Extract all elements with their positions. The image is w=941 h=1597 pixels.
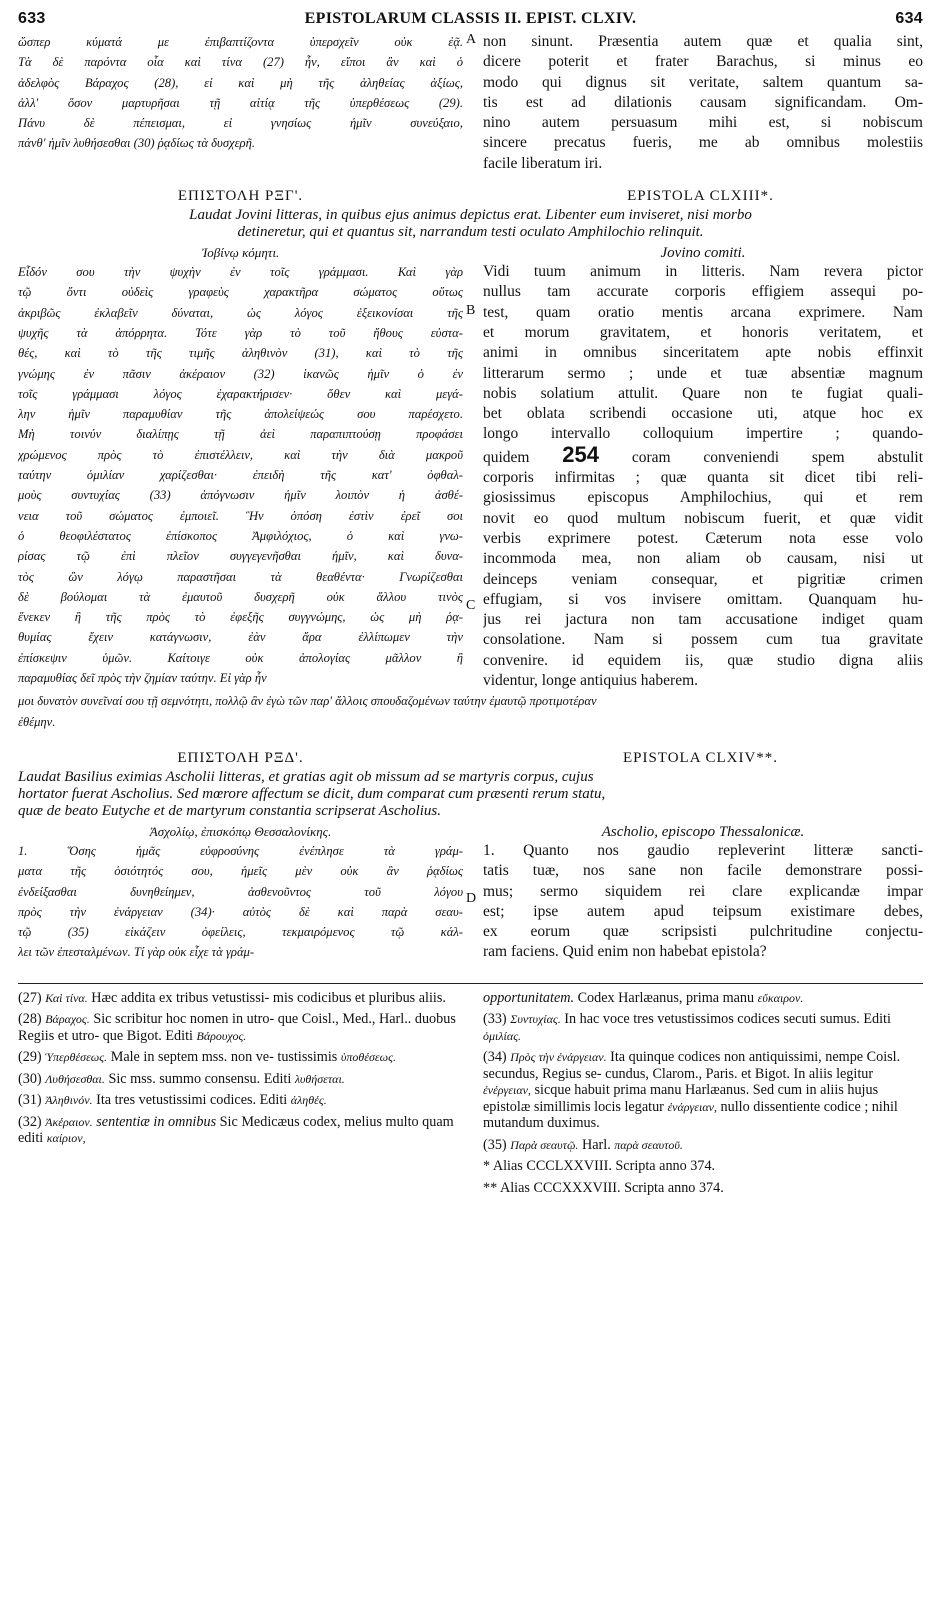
running-title: EPISTOLARUM CLASSIS II. EPIST. CLXIV. — [304, 10, 637, 27]
footnote-txt3: nullo dissentiente codice ; nihil mutandum duximus. — [483, 1098, 898, 1132]
text-line: jus rei jactura non tam accusatione indiget quam — [483, 611, 923, 629]
text-fragment: quidem — [483, 448, 530, 466]
footnote — [18, 1071, 458, 1088]
latin-address: Ascholio, episcopo Thessalonicæ. — [601, 823, 805, 840]
footnote — [18, 990, 458, 1007]
text-line: test, quam oratio mentis arcana exprimere. Nam — [483, 303, 923, 321]
footnote-txt: Sic Medicæus codex, melius multo quam editi — [18, 1113, 454, 1147]
footnote-num: (35) — [483, 1136, 507, 1153]
footnote-num: ** — [483, 1179, 498, 1196]
footnote-gr2: ἀληθές. — [290, 1093, 327, 1108]
text-line: θές, καὶ τὸ τῆς τιμῆς ἀληθινὸν (31), καὶ τὸ τῆς — [18, 346, 463, 361]
summary-line: hortator fuerat Ascholius. Sed mœrore affectum se dicit, dum comparat cum præsenti rerum statu, — [18, 785, 606, 802]
footnote-txt2: sicque habuit prima manu Harlæanus. Sed cum in aliis hujus epistolæ simillimis locis legatur — [483, 1082, 879, 1115]
text-line: τῷ (35) εἰκάζειν ὀφείλεις, τεκμαιρόμενος τῷ κάλ- — [18, 925, 463, 940]
footnote-gr: Καὶ τίνα. — [45, 990, 88, 1005]
text-line: dicere poterit et frater Barachus, si minus eo — [483, 53, 923, 71]
footnote-txt: Sic scribitur hoc nomen in utro- que Coisl., Med., Harl.. duobus Regiis et utro- que Bigot. Editi — [18, 1011, 456, 1044]
text-line: ἀλλ' ὅσον μαρτυρῆσαι τῇ αἰτίᾳ τῆς ὑπερθέσεως (29). — [18, 95, 463, 110]
greek-column — [18, 262, 463, 691]
footnote-txt: Harl. — [581, 1136, 611, 1153]
text-line: 1. Ὅσης ἡμᾶς εὐφροσύνης ἐνέπλησε τὰ γράμ- — [18, 843, 463, 858]
text-line: mus; sermo siquidem rei clare explicandæ impar — [483, 882, 923, 900]
epistle-164-body — [18, 841, 923, 963]
text-line: ὥσπερ κύματά με ἐπιβαπτίζοντα ὑπερσχεῖν οὐκ ἐᾷ. — [18, 35, 463, 49]
footnote — [483, 1137, 923, 1154]
greek-full-width-line: μοι δυνατὸν συνεῖναί σου τῇ σεμνότητι, πολλῷ ἂν ἐγὼ τῶν παρ' ἄλλοις σπουδαζομένων ταύτην ἐμαυτῷ προτιμοτέραν — [18, 694, 597, 709]
footnote-txt: Sic mss. summo consensu. Editi — [108, 1070, 292, 1087]
latin-column — [483, 262, 923, 691]
epistle-163-greek-title: ΕΠΙΣΤΟΛΗ ΡΞΓ'. — [177, 188, 304, 205]
text-line: tis est ad dilationis causam significandam. Om- — [483, 93, 923, 111]
footnote-num: (27) — [18, 989, 42, 1006]
footnote-txt: Male in septem mss. non ve- tustissimis — [110, 1049, 338, 1066]
text-line: non sinunt. Præsentia autem quæ et qualia sint, — [483, 33, 923, 50]
footnotes-right-column — [483, 990, 923, 1202]
footnote-gr2: ὁμιλίας. — [483, 1028, 522, 1043]
text-line: Μὴ τοινύν διαλίπῃς τῇ ἀεὶ παραπιπτούσῃ προφάσει — [18, 427, 463, 442]
text-line: litterarum sermo ; unde et tuæ absentiæ magnum — [483, 364, 923, 382]
footnote — [483, 990, 923, 1007]
epistle-163-summary — [18, 207, 923, 241]
greek-column — [18, 32, 463, 174]
text-line: τὸς ὢν λόγῳ παραστῆσαι τὰ θεαθέντα· Γνωρίζεσθαι — [18, 569, 463, 584]
summary-line: detineretur, qui et quantus sit, narrandum testi oculato Amphilochio relinquit. — [237, 224, 704, 241]
text-line: ἀκριβῶς ἐκλαβεῖν δύναται, ὡς λόγος ἐξεικονίσαι τῆς — [18, 305, 463, 320]
summary-line: Laudat Basilius eximias Ascholii litteras, et gratias agit ob missum ad se martyris corpus, cujus — [18, 768, 594, 785]
text-line: effugiam, si vos invisere omittam. Quanquam hu- — [483, 590, 923, 608]
footnote-gr2: εὔκαιρον. — [757, 990, 804, 1005]
text-line: γνώμης ἐν πᾶσιν ἀκέραιον (32) ἱκανῶς ἡμῖν ὁ ἐν — [18, 366, 463, 381]
footnote-txt: Ita quinque codices non antiquissimi, nempe Coisl. secundus, Regius se- cundus, Clarom., Paris. et Bigot. In aliis legitur — [483, 1049, 901, 1082]
text-line: consolatione. Nam si possem cum tua gravitate — [483, 631, 923, 649]
footnote-gr2: ὑποθέσεως. — [340, 1050, 396, 1065]
text-line: giosissimus episcopus Amphilochius, qui et rem — [483, 489, 923, 507]
footnote-gr2: παρὰ σεαυτοῦ. — [614, 1137, 683, 1152]
footnote-gr: Συντυχίας. — [510, 1012, 561, 1027]
footnote — [18, 1092, 458, 1109]
footnote-gr2: καίριον, — [46, 1131, 86, 1146]
summary-line: Laudat Jovini litteras, in quibus ejus animus depictus erat. Libenter eum inviseret, nisi morbo — [189, 207, 752, 224]
text-line: nobis solatium attulit. Quare non te fugiat quali- — [483, 384, 923, 402]
footnote-txt: In hac voce tres vetustissimos codices secuti sumus. Editi — [564, 1011, 891, 1028]
text-line: bet oblata scribendi occasione uti, atque hoc ex — [483, 405, 923, 423]
text-line: ματα τῆς ὁσιότητός σου, ἡμεῖς μὲν οὐκ ἂν ῥᾳδίως — [18, 864, 463, 879]
footnote-gr: Ἀκέραιον. — [45, 1114, 93, 1129]
text-line: θυμίας ἔχειν κατάγνωσιν, ἐὰν ἄρα ἐλλίπωμεν τὴν — [18, 630, 463, 645]
text-line: λην ἡμῖν παραμυθίαν τῆς ἀπολείψεώς σου παρέσχετο. — [18, 407, 463, 422]
text-line: μοὺς συντυχίας (33) ἀπόγνωσιν ἡμῖν λοιπὸν ἡ ἀσθέ- — [18, 488, 463, 503]
top-continuation — [18, 32, 923, 174]
text-line: nino autem persuasum mihi est, si nobiscum — [483, 114, 923, 132]
margin-marker-c: C — [466, 598, 476, 614]
footnote-it: opportunitatem. — [483, 989, 575, 1006]
epistle-163-titles — [18, 188, 923, 205]
footnote — [18, 1011, 458, 1044]
text-line: deinceps veniam consequar, et pigritiæ crimen — [483, 570, 923, 588]
footnote-gr: Παρὰ σεαυτῷ. — [510, 1137, 579, 1152]
footnote — [483, 1158, 923, 1175]
footnotes — [18, 990, 923, 1202]
footnote-num: (28) — [18, 1011, 42, 1028]
greek-column — [18, 841, 463, 963]
footnote-rule — [18, 983, 923, 984]
footnote-gr2: Βάρουχος. — [196, 1028, 247, 1043]
text-line: convenire. id equidem iis, quæ studio digna aliis — [483, 651, 923, 669]
footnote-txt: Ita tres vetustissimi codices. Editi — [96, 1092, 288, 1109]
footnote-gr: Λυθήσεσθαι. — [45, 1071, 105, 1086]
text-line: ἕνεκεν ἢ τῆς πρὸς τὸ ἐφεξῆς συγγνώμης, ὡς μὴ ῥᾳ- — [18, 610, 463, 625]
epistle-164-titles — [18, 750, 923, 767]
footnote-num: (32) — [18, 1113, 42, 1130]
footnote-gr3: ἐνάργειαν, — [667, 1099, 717, 1114]
text-line: Τὰ δὲ παρόντα οἷα καὶ τίνα (27) ἦν, εἴποι ἂν καὶ ὁ — [18, 55, 463, 70]
text-line: incommoda mea, non aliam ob causam, nisi ut — [483, 550, 923, 568]
text-line: verbis exprimere potest. Cæterum nota esse volo — [483, 529, 923, 547]
text-line: et morum gravitatem, et honoris veritatem, et — [483, 323, 923, 341]
footnote-gr2: ἐνέργειαν, — [483, 1083, 531, 1098]
epistle-164-latin-title: EPISTOLA CLXIV**. — [622, 749, 779, 766]
footnote-gr: Ἀληθινόν. — [45, 1093, 93, 1108]
latin-column — [483, 841, 923, 963]
text-line: modo qui dignus sit veritate, saltem quantum sa- — [483, 73, 923, 91]
footnote-num: (29) — [18, 1049, 42, 1066]
running-header — [18, 10, 923, 28]
footnote — [18, 1049, 458, 1066]
text-line: ἀδελφὸς Βάραχος (28), εἰ καὶ μὴ τῆς ἀληθείας ἀξίως, — [18, 75, 463, 90]
epistle-163-address — [18, 245, 923, 262]
footnote-gr: Πρὸς τὴν ἐνάργειαν. — [510, 1050, 607, 1065]
text-line: ρίσας τῷ ἐπὶ πλεῖον συγγεγενῆσθαι ἡμῖν, καὶ δυνα- — [18, 549, 463, 564]
margin-marker-d: D — [466, 890, 477, 906]
text-line: Vidi tuum animum in litteris. Nam revera pictor — [483, 263, 923, 281]
footnote — [483, 1049, 923, 1132]
summary-line: quæ de beato Eutyche et de martyrum constantia scripserat Ascholius. — [18, 802, 441, 819]
page-number-right: 634 — [895, 10, 923, 27]
text-line: δὲ βούλομαι τὰ ἐμαυτοῦ δυσχερῆ οὐκ ἄλλου τινὸς — [18, 589, 463, 604]
text-line: ἐπίσκεψιν ὑμῶν. Καίτοιγε οὐκ ἀπολογίας μᾶλλον ἢ — [18, 650, 463, 665]
footnote — [483, 1011, 923, 1044]
text-line: ταύτην ὁμιλίαν χαρίζεσθαι· ἐπειδὴ τῆς κατ' ὀφθαλ- — [18, 468, 463, 483]
footnote-num: (34) — [483, 1049, 507, 1066]
text-line: τοῖς γράμμασι λόγος ἐχαρακτήρισεν· ὅθεν καὶ μεγά- — [18, 386, 463, 401]
footnote-txt: Codex Harlæanus, prima manu — [577, 989, 755, 1006]
text-line: videntur, longe antiquius haberem. — [483, 672, 699, 690]
text-line: longo intervallo colloquium impertire ; quando- — [483, 425, 923, 443]
text-line: 1. Quanto nos gaudio repleverint litteræ sancti- — [483, 841, 923, 859]
footnote-num: (31) — [18, 1092, 42, 1109]
epistle-164-address — [18, 824, 923, 841]
epistle-164-greek-title: ΕΠΙΣΤΟΛΗ ΡΞΔ'. — [177, 749, 304, 766]
text-line: ram faciens. Quid enim non habebat epistola? — [483, 943, 767, 961]
page-number-left: 633 — [18, 10, 46, 27]
footnotes-left-column — [18, 990, 458, 1202]
text-line: Εἶδόν σου τὴν ψυχὴν ἐν τοῖς γράμμασι. Καὶ γὰρ — [18, 265, 463, 280]
latin-address: Jovino comiti. — [660, 245, 746, 262]
latin-column — [483, 32, 923, 174]
text-line: πρὸς τὴν ἐνάργειαν (34)· αὐτὸς δὲ καὶ παρὰ σεαυ- — [18, 904, 463, 919]
greek-address: Ἀσχολίῳ, ἐπισκόπῳ Θεσσαλονίκης. — [149, 823, 332, 839]
footnote — [18, 1114, 458, 1147]
footnote — [483, 1180, 923, 1197]
text-line: πάνθ' ἡμῖν λυθήσεσθαι (30) ῥᾳδίως τὰ δυσχερῆ. — [18, 136, 255, 151]
text-line: tatis tuæ, nos sane non facile demonstrare possi- — [483, 862, 923, 880]
margin-marker-a: A — [466, 32, 477, 47]
footnote-it: sententiæ in omnibus — [96, 1113, 217, 1130]
text-line: ἐνδείξασθαι δυνηθείημεν, ἀσθενοῦντος τοῦ λόγου — [18, 884, 463, 899]
footnote-num: (30) — [18, 1070, 42, 1087]
text-line: corporis infirmitas ; quæ quanta sit dicet tibi reli- — [483, 469, 923, 487]
text-line: nullus tam accurate corporis effigiem assequi po- — [483, 283, 923, 301]
greek-address: Ἰοβίνῳ κόμητι. — [201, 245, 280, 261]
footnote-gr2: λυθήσεται. — [294, 1071, 345, 1086]
page — [18, 10, 923, 1201]
text-line: λει τῶν ἐπεσταλμένων. Τί γὰρ οὐκ εἶχε τὰ γράμ- — [18, 945, 255, 960]
text-fragment: coram conveniendi spem abstulit — [631, 448, 923, 466]
text-line: novit eo quod multum nobiscum fuerit, et quæ vidit — [483, 509, 923, 527]
text-line: τῷ ὄντι οὐδεὶς γραφεὺς χαρακτῆρα σώματος οὕτως — [18, 285, 463, 300]
footnote-num: * — [483, 1158, 491, 1175]
page-reference-number: 254 — [562, 444, 600, 467]
text-line: sincere precatus fueris, me ab omnibus molestiis — [483, 134, 923, 152]
text-line: ὁ θεοφιλέστατος ἐπίσκοπος Ἀμφιλόχιος, ὁ καὶ γνω- — [18, 528, 463, 543]
footnote-gr: Ὑπερθέσεως. — [45, 1050, 108, 1065]
footnote-num: (33) — [483, 1011, 507, 1028]
footnote-txt: Alias CCCXXXVIII. Scripta anno 374. — [499, 1179, 724, 1196]
text-line: χρώμενος πρὸς τὸ ἐπιστέλλειν, καὶ τὴν διὰ μακροῦ — [18, 447, 463, 462]
greek-full-width-end: ἐθέμην. — [18, 714, 56, 729]
footnote-txt: Alias CCCLXXVIII. Scripta anno 374. — [492, 1158, 716, 1175]
text-line: est; ipse autem apud teipsum existimare debes, — [483, 902, 923, 920]
text-line: ex eorum quæ scripsisti pulchritudine conjectu- — [483, 923, 923, 941]
epistle-164-summary — [18, 769, 923, 820]
text-line: νεια τοῦ σώματος ἐμποιεῖ. Ἣν ὁπόση ἐστὶν ἐρεῖ σοι — [18, 508, 463, 523]
text-line: facile liberatum iri. — [483, 154, 603, 172]
epistle-163-latin-title: EPISTOLA CLXIII*. — [627, 188, 774, 205]
margin-marker-b: B — [466, 303, 476, 319]
footnote-txt: Hæc addita ex tribus vetustissi- mis codicibus et pluribus aliis. — [91, 989, 446, 1006]
quidem-line — [483, 445, 923, 468]
text-line: ψυχῆς τὰ ἀπόρρητα. Τότε γὰρ τὸ τοῦ ἤθους εὐστα- — [18, 325, 463, 340]
text-line: animi in omnibus sinceritatem apte nobis effinxit — [483, 344, 923, 362]
footnote-gr: Βάραχος. — [45, 1012, 90, 1027]
epistle-163-body — [18, 262, 923, 691]
text-line: παραμυθίας δεῖ πρὸς τὴν ζημίαν ταύτην. Εἰ γὰρ ἦν — [18, 671, 267, 686]
text-line: Πάνυ δὲ πέπεισμαι, εἰ γνησίως ἡμῖν συνεύξαιο, — [18, 116, 463, 131]
